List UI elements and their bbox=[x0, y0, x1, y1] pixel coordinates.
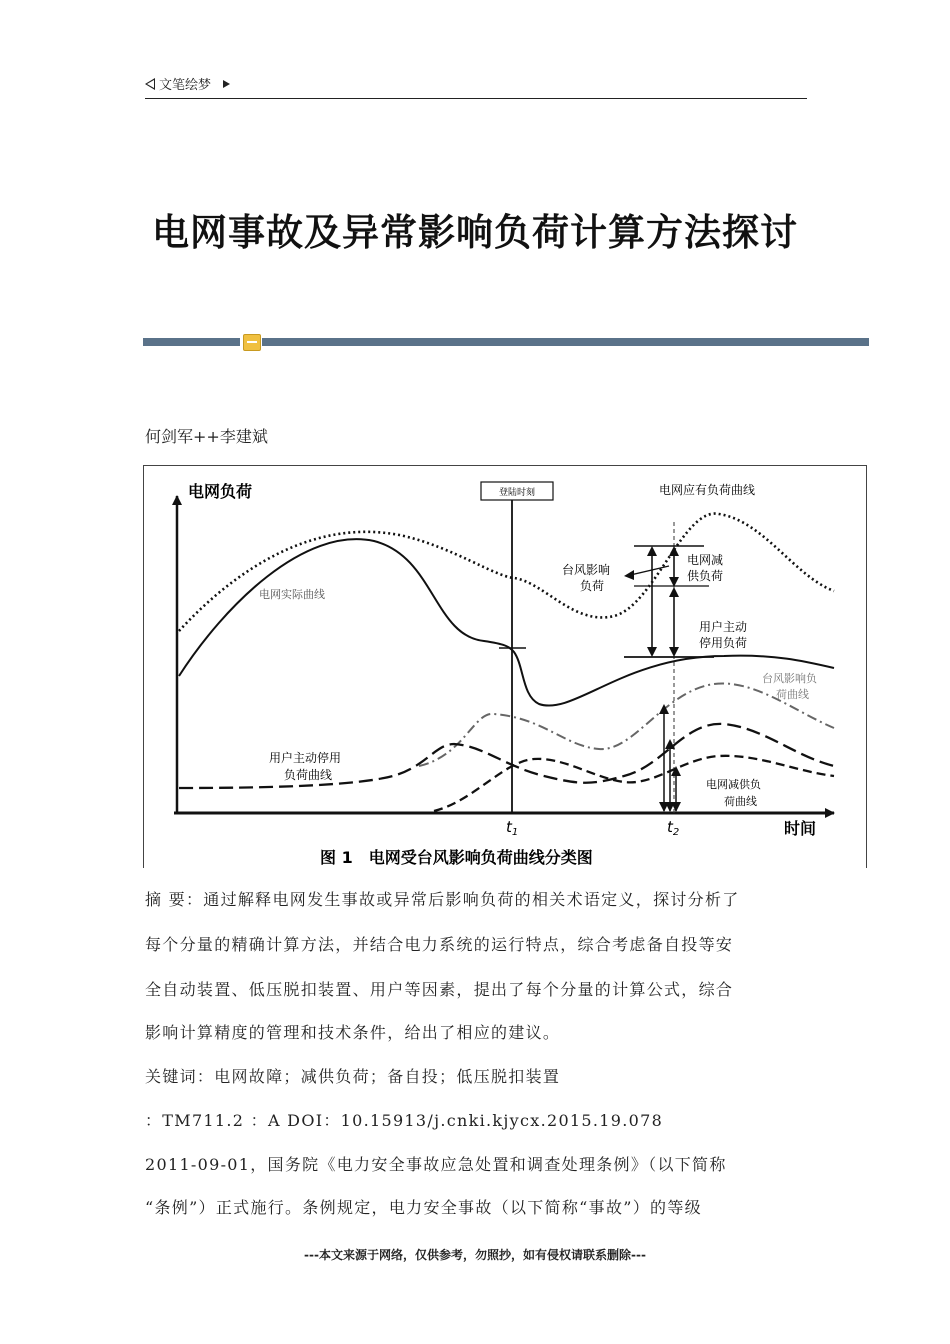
typhoon-load-label-1: 台风影响 bbox=[562, 563, 611, 577]
t1-label: $t_1$ bbox=[506, 818, 519, 838]
grid-reduce-label-2: 供负荷 bbox=[687, 569, 724, 583]
header-brand bbox=[145, 74, 230, 93]
landfall-label: 登陆时刻 bbox=[498, 488, 536, 498]
user-stop-curve-label-2: 负荷曲线 bbox=[284, 768, 333, 782]
load-curve-diagram bbox=[144, 466, 866, 868]
figure-1 bbox=[143, 465, 867, 868]
note-icon bbox=[243, 334, 261, 351]
decorative-bar-left bbox=[143, 338, 240, 346]
grid-reduce-curve-label-2: 荷曲线 bbox=[724, 795, 757, 808]
author-line: 何剑军++李建斌 bbox=[145, 427, 268, 446]
left-triangle-icon bbox=[145, 78, 155, 90]
decorative-bar-right bbox=[262, 338, 869, 346]
document-title: 电网事故及异常影响负荷计算方法探讨 bbox=[152, 210, 798, 254]
typhoon-curve-label-2: 荷曲线 bbox=[776, 688, 809, 701]
y-axis-label: 电网负荷 bbox=[188, 482, 253, 501]
abstract-line-4: 影响计算精度的管理和技术条件，给出了相应的建议。 bbox=[145, 1023, 561, 1042]
brand-text: 文笔绘梦 bbox=[159, 78, 212, 93]
abstract-line-3: 全自动装置、低压脱扣装置、用户等因素，提出了每个分量的计算公式，综合 bbox=[145, 980, 734, 999]
grid-reduce-curve-label-1: 电网减供负 bbox=[706, 778, 761, 791]
actual-curve-label: 电网实际曲线 bbox=[259, 588, 325, 601]
user-stop-curve-label-1: 用户主动停用 bbox=[269, 751, 342, 765]
keywords-line: 关键词：电网故障；减供负荷；备自投；低压脱扣装置 bbox=[145, 1067, 561, 1086]
user-stop-label-1: 用户主动 bbox=[699, 620, 748, 634]
page-header bbox=[145, 74, 807, 99]
intro-line-2: “条例”）正式施行。条例规定，电力安全事故（以下简称“事故”）的等级 bbox=[145, 1198, 702, 1217]
intro-line-1: 2011-09-01，国务院《电力安全事故应急处置和调查处理条例》（以下简称 bbox=[145, 1155, 727, 1174]
should-have-curve bbox=[179, 514, 834, 631]
typhoon-load-label-2: 负荷 bbox=[580, 579, 605, 593]
typhoon-impact-curve bbox=[419, 683, 834, 766]
classification-line: ：TM711.2 ：A DOI：10.15913/j.cnki.kjycx.2015.19.078 bbox=[145, 1111, 664, 1130]
user-stop-label-2: 停用负荷 bbox=[699, 636, 748, 650]
figure-caption: 图 1 电网受台风影响负荷曲线分类图 bbox=[320, 848, 593, 867]
should-have-curve-label: 电网应有负荷曲线 bbox=[659, 483, 756, 497]
pointer-arrowhead bbox=[624, 570, 634, 580]
right-triangle-icon bbox=[223, 80, 230, 88]
typhoon-curve-label-1: 台风影响负 bbox=[762, 672, 817, 685]
grid-reduce-label-1: 电网减 bbox=[687, 553, 724, 567]
page-footer: ---本文来源于网络，仅供参考，勿照抄，如有侵权请联系删除--- bbox=[304, 1248, 646, 1262]
down-arrowheads bbox=[659, 802, 681, 812]
x-axis-label: 时间 bbox=[784, 819, 817, 838]
grid-reduce-curve bbox=[434, 756, 834, 811]
t2-label: $t_2$ bbox=[667, 818, 680, 838]
abstract-line-1: 摘 要：通过解释电网发生事故或异常后影响负荷的相关术语定义，探讨分析了 bbox=[145, 890, 740, 909]
abstract-line-2: 每个分量的精确计算方法，并结合电力系统的运行特点，综合考虑备自投等安 bbox=[145, 935, 734, 954]
